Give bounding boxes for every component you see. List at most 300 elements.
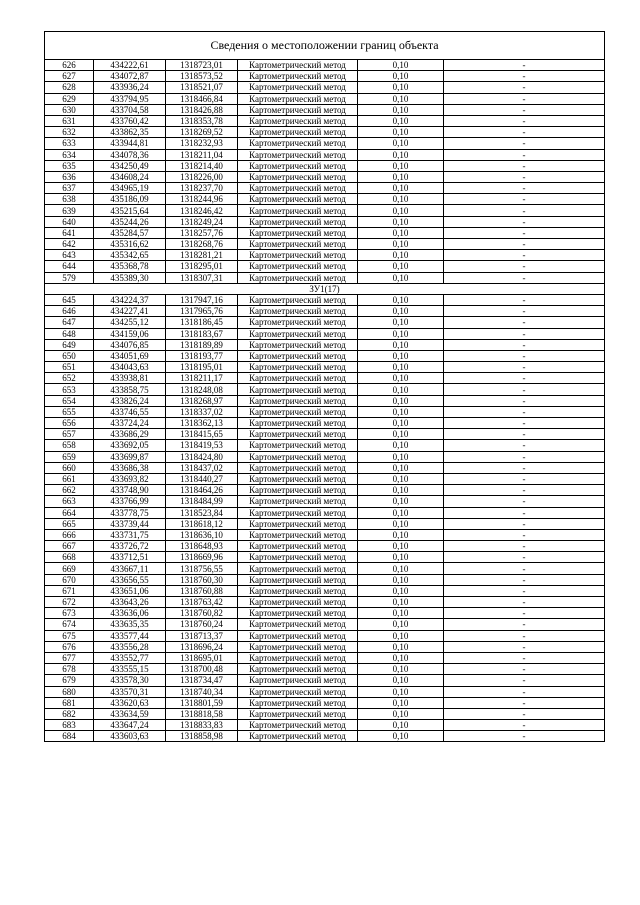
note-cell: - — [444, 384, 605, 395]
coord-y-cell: 1318281,21 — [166, 250, 238, 261]
coord-y-cell: 1318801,59 — [166, 697, 238, 708]
note-cell: - — [444, 720, 605, 731]
accuracy-cell: 0,10 — [358, 641, 444, 652]
coord-y-cell: 1318186,45 — [166, 317, 238, 328]
accuracy-cell: 0,10 — [358, 652, 444, 663]
point-number-cell: 653 — [45, 384, 94, 395]
point-number-cell: 669 — [45, 563, 94, 574]
coord-x-cell: 434078,36 — [94, 149, 166, 160]
point-number-cell: 665 — [45, 518, 94, 529]
point-number-cell: 681 — [45, 697, 94, 708]
document-page — [44, 31, 604, 742]
method-cell: Картометрический метод — [238, 451, 358, 462]
coord-x-cell: 433704,58 — [94, 104, 166, 115]
method-cell: Картометрический метод — [238, 104, 358, 115]
method-cell: Картометрический метод — [238, 350, 358, 361]
table-row — [45, 350, 605, 361]
point-number-cell: 677 — [45, 652, 94, 663]
coord-x-cell: 433647,24 — [94, 720, 166, 731]
point-number-cell: 655 — [45, 406, 94, 417]
method-cell: Картометрический метод — [238, 82, 358, 93]
note-cell: - — [444, 406, 605, 417]
coord-x-cell: 433635,35 — [94, 619, 166, 630]
coord-x-cell: 435342,65 — [94, 250, 166, 261]
note-cell: - — [444, 339, 605, 350]
coord-x-cell: 433778,75 — [94, 507, 166, 518]
accuracy-cell: 0,10 — [358, 373, 444, 384]
accuracy-cell: 0,10 — [358, 250, 444, 261]
note-cell: - — [444, 160, 605, 171]
point-number-cell: 674 — [45, 619, 94, 630]
table-row — [45, 597, 605, 608]
table-row — [45, 529, 605, 540]
note-cell: - — [444, 395, 605, 406]
point-number-cell: 683 — [45, 720, 94, 731]
accuracy-cell: 0,10 — [358, 362, 444, 373]
table-row — [45, 171, 605, 182]
method-cell: Картометрический метод — [238, 541, 358, 552]
note-cell: - — [444, 507, 605, 518]
table-row — [45, 239, 605, 250]
note-cell: - — [444, 115, 605, 126]
note-cell: - — [444, 350, 605, 361]
coord-y-cell: 1318763,42 — [166, 597, 238, 608]
coord-x-cell: 433692,05 — [94, 440, 166, 451]
table-row — [45, 115, 605, 126]
group-label: ЗУ1(17) — [45, 283, 605, 294]
accuracy-cell: 0,10 — [358, 127, 444, 138]
method-cell: Картометрический метод — [238, 171, 358, 182]
point-number-cell: 631 — [45, 115, 94, 126]
coord-x-cell: 434051,69 — [94, 350, 166, 361]
method-cell: Картометрический метод — [238, 160, 358, 171]
accuracy-cell: 0,10 — [358, 473, 444, 484]
table-row — [45, 339, 605, 350]
note-cell: - — [444, 652, 605, 663]
note-cell: - — [444, 440, 605, 451]
note-cell: - — [444, 60, 605, 71]
coord-y-cell: 1318337,02 — [166, 406, 238, 417]
coord-x-cell: 435316,62 — [94, 239, 166, 250]
table-row — [45, 518, 605, 529]
table-row — [45, 630, 605, 641]
note-cell: - — [444, 306, 605, 317]
coord-x-cell: 433862,35 — [94, 127, 166, 138]
note-cell: - — [444, 373, 605, 384]
accuracy-cell: 0,10 — [358, 541, 444, 552]
table-row — [45, 138, 605, 149]
point-number-cell: 637 — [45, 183, 94, 194]
method-cell: Картометрический метод — [238, 227, 358, 238]
table-row — [45, 93, 605, 104]
table-row — [45, 574, 605, 585]
note-cell: - — [444, 261, 605, 272]
accuracy-cell: 0,10 — [358, 60, 444, 71]
accuracy-cell: 0,10 — [358, 529, 444, 540]
coord-y-cell: 1317947,16 — [166, 294, 238, 305]
coord-x-cell: 433634,59 — [94, 708, 166, 719]
method-cell: Картометрический метод — [238, 597, 358, 608]
coord-y-cell: 1318424,80 — [166, 451, 238, 462]
coord-x-cell: 433555,15 — [94, 664, 166, 675]
method-cell: Картометрический метод — [238, 406, 358, 417]
coord-x-cell: 433656,55 — [94, 574, 166, 585]
note-cell: - — [444, 250, 605, 261]
coord-y-cell: 1318246,42 — [166, 205, 238, 216]
coord-x-cell: 433766,99 — [94, 496, 166, 507]
note-cell: - — [444, 418, 605, 429]
method-cell: Картометрический метод — [238, 93, 358, 104]
coord-x-cell: 433667,11 — [94, 563, 166, 574]
accuracy-cell: 0,10 — [358, 261, 444, 272]
coord-x-cell: 435389,30 — [94, 272, 166, 283]
coord-x-cell: 433724,24 — [94, 418, 166, 429]
table-row — [45, 60, 605, 71]
coord-y-cell: 1318521,07 — [166, 82, 238, 93]
accuracy-cell: 0,10 — [358, 708, 444, 719]
accuracy-cell: 0,10 — [358, 339, 444, 350]
coord-y-cell: 1318214,40 — [166, 160, 238, 171]
accuracy-cell: 0,10 — [358, 563, 444, 574]
coord-x-cell: 433746,55 — [94, 406, 166, 417]
coord-x-cell: 433578,30 — [94, 675, 166, 686]
coord-x-cell: 435186,09 — [94, 194, 166, 205]
table-row — [45, 160, 605, 171]
coord-x-cell: 434159,06 — [94, 328, 166, 339]
accuracy-cell: 0,10 — [358, 608, 444, 619]
point-number-cell: 642 — [45, 239, 94, 250]
method-cell: Картометрический метод — [238, 675, 358, 686]
point-number-cell: 671 — [45, 585, 94, 596]
point-number-cell: 673 — [45, 608, 94, 619]
accuracy-cell: 0,10 — [358, 328, 444, 339]
accuracy-cell: 0,10 — [358, 149, 444, 160]
point-number-cell: 662 — [45, 485, 94, 496]
coord-y-cell: 1318756,55 — [166, 563, 238, 574]
coord-x-cell: 433794,95 — [94, 93, 166, 104]
accuracy-cell: 0,10 — [358, 518, 444, 529]
coord-x-cell: 433603,63 — [94, 731, 166, 742]
method-cell: Картометрический метод — [238, 585, 358, 596]
table-row — [45, 641, 605, 652]
method-cell: Картометрический метод — [238, 608, 358, 619]
table-row — [45, 149, 605, 160]
point-number-cell: 668 — [45, 552, 94, 563]
table-row — [45, 104, 605, 115]
point-number-cell: 672 — [45, 597, 94, 608]
note-cell: - — [444, 82, 605, 93]
accuracy-cell: 0,10 — [358, 294, 444, 305]
method-cell: Картометрический метод — [238, 641, 358, 652]
method-cell: Картометрический метод — [238, 507, 358, 518]
table-row — [45, 384, 605, 395]
coord-y-cell: 1318244,96 — [166, 194, 238, 205]
accuracy-cell: 0,10 — [358, 71, 444, 82]
method-cell: Картометрический метод — [238, 194, 358, 205]
accuracy-cell: 0,10 — [358, 574, 444, 585]
note-cell: - — [444, 216, 605, 227]
note-cell: - — [444, 574, 605, 585]
note-cell: - — [444, 71, 605, 82]
method-cell: Картометрический метод — [238, 183, 358, 194]
coord-y-cell: 1318249,24 — [166, 216, 238, 227]
coord-y-cell: 1318211,04 — [166, 149, 238, 160]
note-cell: - — [444, 675, 605, 686]
accuracy-cell: 0,10 — [358, 552, 444, 563]
coord-y-cell: 1318818,58 — [166, 708, 238, 719]
note-cell: - — [444, 462, 605, 473]
note-cell: - — [444, 518, 605, 529]
point-number-cell: 647 — [45, 317, 94, 328]
accuracy-cell: 0,10 — [358, 239, 444, 250]
table-row — [45, 127, 605, 138]
note-cell: - — [444, 608, 605, 619]
point-number-cell: 641 — [45, 227, 94, 238]
point-number-cell: 676 — [45, 641, 94, 652]
note-cell: - — [444, 205, 605, 216]
coord-x-cell: 433620,63 — [94, 697, 166, 708]
coord-y-cell: 1318269,52 — [166, 127, 238, 138]
method-cell: Картометрический метод — [238, 496, 358, 507]
method-cell: Картометрический метод — [238, 294, 358, 305]
method-cell: Картометрический метод — [238, 485, 358, 496]
point-number-cell: 627 — [45, 71, 94, 82]
accuracy-cell: 0,10 — [358, 205, 444, 216]
method-cell: Картометрический метод — [238, 462, 358, 473]
point-number-cell: 638 — [45, 194, 94, 205]
accuracy-cell: 0,10 — [358, 104, 444, 115]
table-row — [45, 194, 605, 205]
method-cell: Картометрический метод — [238, 574, 358, 585]
point-number-cell: 650 — [45, 350, 94, 361]
coord-x-cell: 433686,29 — [94, 429, 166, 440]
coord-y-cell: 1318523,84 — [166, 507, 238, 518]
table-body-bottom — [45, 294, 605, 742]
method-cell: Картометрический метод — [238, 473, 358, 484]
note-cell: - — [444, 93, 605, 104]
note-cell: - — [444, 697, 605, 708]
note-cell: - — [444, 496, 605, 507]
coord-x-cell: 434965,19 — [94, 183, 166, 194]
method-cell: Картометрический метод — [238, 708, 358, 719]
coord-x-cell: 433936,24 — [94, 82, 166, 93]
table-row — [45, 328, 605, 339]
coord-y-cell: 1318248,08 — [166, 384, 238, 395]
method-cell: Картометрический метод — [238, 395, 358, 406]
accuracy-cell: 0,10 — [358, 272, 444, 283]
accuracy-cell: 0,10 — [358, 216, 444, 227]
coord-y-cell: 1318189,89 — [166, 339, 238, 350]
accuracy-cell: 0,10 — [358, 384, 444, 395]
coord-x-cell: 434043,63 — [94, 362, 166, 373]
accuracy-cell: 0,10 — [358, 496, 444, 507]
coord-y-cell: 1318648,93 — [166, 541, 238, 552]
method-cell: Картометрический метод — [238, 440, 358, 451]
method-cell: Картометрический метод — [238, 686, 358, 697]
note-cell: - — [444, 227, 605, 238]
coord-x-cell: 434072,87 — [94, 71, 166, 82]
table-row — [45, 451, 605, 462]
coord-y-cell: 1318183,67 — [166, 328, 238, 339]
coord-x-cell: 433643,26 — [94, 597, 166, 608]
method-cell: Картометрический метод — [238, 418, 358, 429]
accuracy-cell: 0,10 — [358, 171, 444, 182]
table-row — [45, 227, 605, 238]
table-row — [45, 563, 605, 574]
coord-y-cell: 1318257,76 — [166, 227, 238, 238]
coord-y-cell: 1318426,88 — [166, 104, 238, 115]
coord-x-cell: 434227,41 — [94, 306, 166, 317]
accuracy-cell: 0,10 — [358, 93, 444, 104]
table-row — [45, 306, 605, 317]
table-row — [45, 216, 605, 227]
coord-x-cell: 433760,42 — [94, 115, 166, 126]
point-number-cell: 657 — [45, 429, 94, 440]
note-cell: - — [444, 171, 605, 182]
coord-x-cell: 433686,38 — [94, 462, 166, 473]
accuracy-cell: 0,10 — [358, 429, 444, 440]
table-row — [45, 82, 605, 93]
point-number-cell: 670 — [45, 574, 94, 585]
table-row — [45, 507, 605, 518]
point-number-cell: 666 — [45, 529, 94, 540]
coord-x-cell: 433552,77 — [94, 652, 166, 663]
point-number-cell: 680 — [45, 686, 94, 697]
coord-y-cell: 1318760,24 — [166, 619, 238, 630]
coord-x-cell: 433651,06 — [94, 585, 166, 596]
coord-y-cell: 1318268,76 — [166, 239, 238, 250]
method-cell: Картометрический метод — [238, 60, 358, 71]
coord-y-cell: 1318833,83 — [166, 720, 238, 731]
note-cell: - — [444, 485, 605, 496]
coord-x-cell: 433636,06 — [94, 608, 166, 619]
point-number-cell: 675 — [45, 630, 94, 641]
coord-y-cell: 1318437,02 — [166, 462, 238, 473]
table-row — [45, 250, 605, 261]
note-cell: - — [444, 194, 605, 205]
coord-y-cell: 1317965,76 — [166, 306, 238, 317]
table-row — [45, 373, 605, 384]
accuracy-cell: 0,10 — [358, 138, 444, 149]
table-row — [45, 496, 605, 507]
note-cell: - — [444, 552, 605, 563]
point-number-cell: 678 — [45, 664, 94, 675]
coord-y-cell: 1318734,47 — [166, 675, 238, 686]
method-cell: Картометрический метод — [238, 373, 358, 384]
coord-y-cell: 1318696,24 — [166, 641, 238, 652]
method-cell: Картометрический метод — [238, 362, 358, 373]
coord-y-cell: 1318760,88 — [166, 585, 238, 596]
note-cell: - — [444, 138, 605, 149]
coord-y-cell: 1318195,01 — [166, 362, 238, 373]
coord-x-cell: 433577,44 — [94, 630, 166, 641]
coord-x-cell: 433712,51 — [94, 552, 166, 563]
accuracy-cell: 0,10 — [358, 82, 444, 93]
accuracy-cell: 0,10 — [358, 485, 444, 496]
coord-x-cell: 434250,49 — [94, 160, 166, 171]
coord-y-cell: 1318713,37 — [166, 630, 238, 641]
method-cell: Картометрический метод — [238, 563, 358, 574]
point-number-cell: 645 — [45, 294, 94, 305]
table-row — [45, 686, 605, 697]
point-number-cell: 659 — [45, 451, 94, 462]
table-row — [45, 720, 605, 731]
method-cell: Картометрический метод — [238, 518, 358, 529]
point-number-cell: 634 — [45, 149, 94, 160]
table-row — [45, 485, 605, 496]
point-number-cell: 679 — [45, 675, 94, 686]
coord-y-cell: 1318226,00 — [166, 171, 238, 182]
point-number-cell: 648 — [45, 328, 94, 339]
coord-x-cell: 435215,64 — [94, 205, 166, 216]
accuracy-cell: 0,10 — [358, 697, 444, 708]
method-cell: Картометрический метод — [238, 384, 358, 395]
table-row — [45, 664, 605, 675]
method-cell: Картометрический метод — [238, 731, 358, 742]
coord-y-cell: 1318362,13 — [166, 418, 238, 429]
note-cell: - — [444, 597, 605, 608]
coord-x-cell: 435284,57 — [94, 227, 166, 238]
method-cell: Картометрический метод — [238, 138, 358, 149]
point-number-cell: 663 — [45, 496, 94, 507]
note-cell: - — [444, 541, 605, 552]
coord-y-cell: 1318464,26 — [166, 485, 238, 496]
coord-y-cell: 1318211,17 — [166, 373, 238, 384]
point-number-cell: 684 — [45, 731, 94, 742]
note-cell: - — [444, 362, 605, 373]
coord-x-cell: 434255,12 — [94, 317, 166, 328]
note-cell: - — [444, 429, 605, 440]
method-cell: Картометрический метод — [238, 71, 358, 82]
table-row — [45, 675, 605, 686]
table-row — [45, 71, 605, 82]
method-cell: Картометрический метод — [238, 619, 358, 630]
table-row — [45, 697, 605, 708]
group-row — [45, 283, 605, 294]
accuracy-cell: 0,10 — [358, 585, 444, 596]
note-cell: - — [444, 149, 605, 160]
coord-y-cell: 1318307,31 — [166, 272, 238, 283]
coord-x-cell: 433938,81 — [94, 373, 166, 384]
point-number-cell: 640 — [45, 216, 94, 227]
accuracy-cell: 0,10 — [358, 619, 444, 630]
coord-y-cell: 1318636,10 — [166, 529, 238, 540]
accuracy-cell: 0,10 — [358, 686, 444, 697]
accuracy-cell: 0,10 — [358, 440, 444, 451]
point-number-cell: 633 — [45, 138, 94, 149]
method-cell: Картометрический метод — [238, 552, 358, 563]
note-cell: - — [444, 239, 605, 250]
coord-x-cell: 433944,81 — [94, 138, 166, 149]
accuracy-cell: 0,10 — [358, 507, 444, 518]
coord-y-cell: 1318760,30 — [166, 574, 238, 585]
table-row — [45, 317, 605, 328]
coord-x-cell: 433731,75 — [94, 529, 166, 540]
table-row — [45, 362, 605, 373]
note-cell: - — [444, 563, 605, 574]
coord-y-cell: 1318760,82 — [166, 608, 238, 619]
method-cell: Картометрический метод — [238, 239, 358, 250]
accuracy-cell: 0,10 — [358, 462, 444, 473]
method-cell: Картометрический метод — [238, 272, 358, 283]
coord-y-cell: 1318573,52 — [166, 71, 238, 82]
accuracy-cell: 0,10 — [358, 183, 444, 194]
table-body-top — [45, 60, 605, 284]
accuracy-cell: 0,10 — [358, 597, 444, 608]
accuracy-cell: 0,10 — [358, 306, 444, 317]
method-cell: Картометрический метод — [238, 317, 358, 328]
method-cell: Картометрический метод — [238, 261, 358, 272]
